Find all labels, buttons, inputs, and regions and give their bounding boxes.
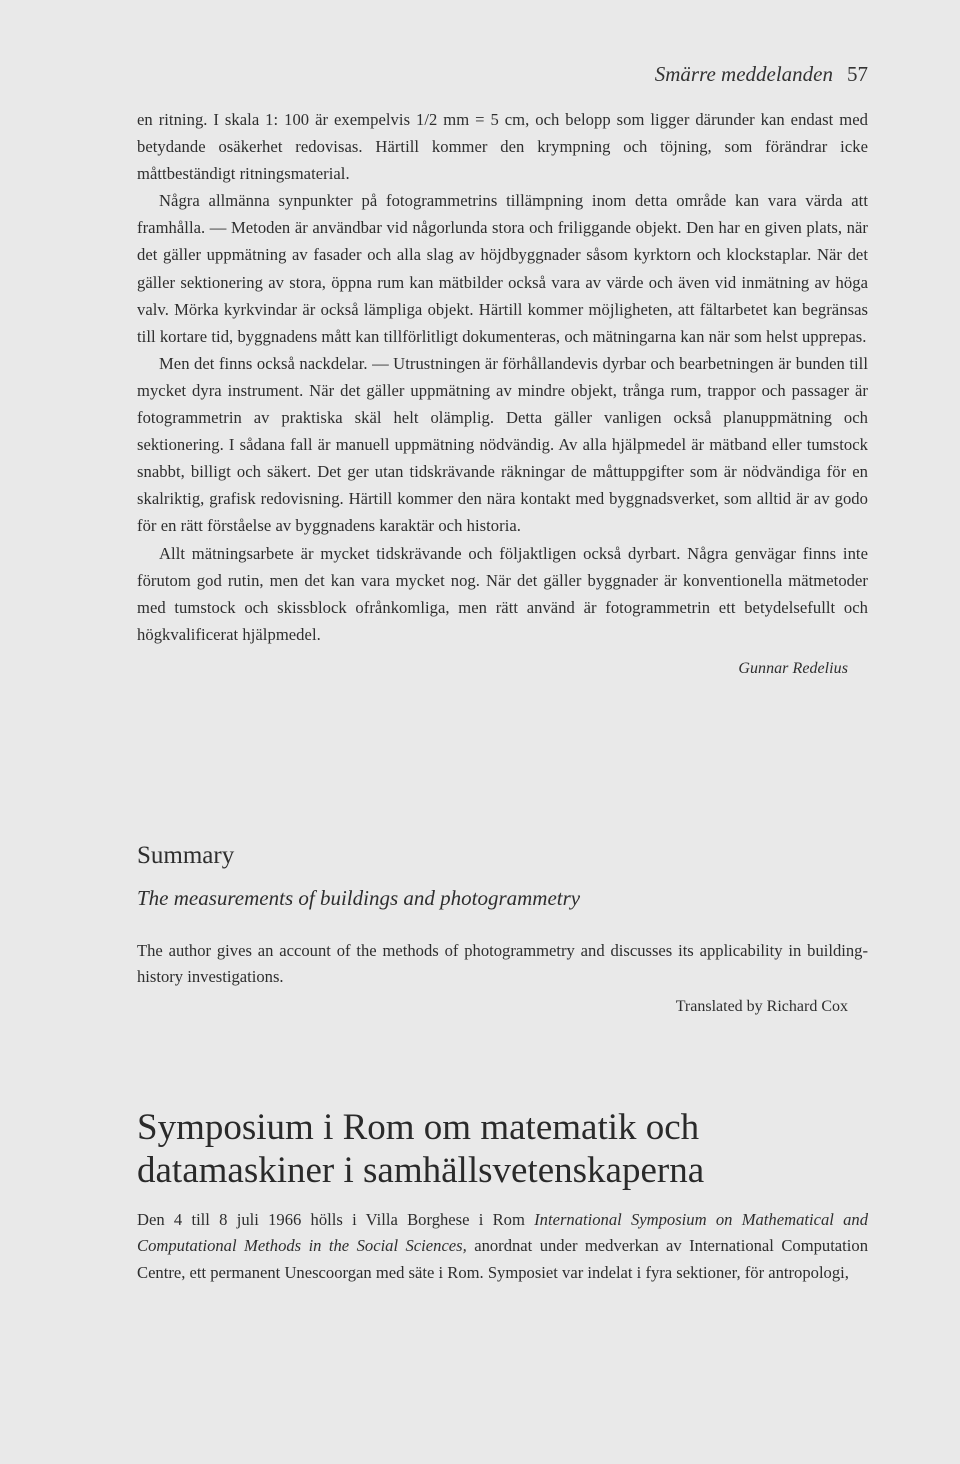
- symposium-name: International Symposium on Mathematical and Computational Methods in the Social Sciences,: [137, 1210, 869, 1256]
- summary-body: [137, 938, 868, 1024]
- symposium-body: [137, 1207, 868, 1286]
- running-head: [655, 62, 868, 87]
- summary-paragraph: The author gives an account of the methods of photogrammetry and discusses its applicability in building-history investigations.: [137, 941, 868, 986]
- symposium-text-end: anordnat under medverkan av International Computation Centre, ett permanent Unescoorgan med säte i Rom. Symposiet var indelat i fyra sektioner, för antropologi,: [137, 1236, 868, 1282]
- page-number: 57: [847, 62, 868, 86]
- paragraph-1: en ritning. I skala 1: 100 är exempelvis 1/2 mm = 5 cm, och belopp som ligger därunder kan endast med betydande osäkerhet redovisas. Härtill kommer den krympning och töjning, som förändrar icke måttbeständigt ritningsmaterial.: [137, 110, 868, 184]
- paragraph-3: Men det finns också nackdelar. — Utrustningen är förhållandevis dyrbar och bearbetningen är bunden till mycket dyra instrument. När det gäller uppmätning av mindre objekt, trånga rum, trappor och passager är fotogrammetrin av praktiska skäl helt olämplig. Detta gäller vanligen också planuppmätning och sektionering. I sådana fall är manuell uppmätning nödvändig. Av alla hjälpmedel är mätband eller tumstock snabbt, billigt och säkert. Det ger utan tidskrävande räkningar de måttuppgifter som är nödvändiga för en skalriktig, grafisk redovisning. Härtill kommer den nära kontakt med byggnadsverket, som alltid är av godo för en rätt förståelse av byggnadens karaktär och historia.: [137, 353, 868, 536]
- translator-credit: Translated by Richard Cox: [675, 998, 848, 1015]
- author-signature: Gunnar Redelius: [738, 659, 848, 677]
- symposium-text-start: Den 4 till 8 juli 1966 hölls i Villa Borghese i Rom: [137, 1210, 535, 1229]
- paragraph-2: Några allmänna synpunkter på fotogrammetrins tillämpning inom detta område kan vara värda att framhålla. — Metoden är användbar vid någorlunda stora och friliggande objekt. Den har en given plats, när det gäller uppmätning av fasader och alla slag av höjdbyggnader såsom kyrktorn och klockstaplar. När det gäller sektionering av stora, öppna rum kan mätbilder också vara av värde och även vid inmätning av höga valv. Mörka kyrkvindar är också lämpliga objekt. Härtill kommer möjligheten, att fältarbetet kan begränsas till kortare tid, byggnadens mått kan tillförlitligt dokumenteras, och mätningarna kan när som helst upprepas.: [137, 191, 868, 346]
- article-body: [137, 106, 868, 686]
- running-head-title: Smärre meddelanden: [654, 62, 833, 86]
- symposium-paragraph: [137, 1207, 868, 1286]
- symposium-title: Symposium i Rom om matematik och datamaskiner i samhällsvetenskaperna: [137, 1107, 705, 1191]
- paragraph-4: Allt mätningsarbete är mycket tidskrävande och följaktligen också dyrbart. Några genvägar finns inte förutom god rutin, men det kan vara mycket nog. När det gäller byggnader är konventionella mätmetoder med tumstock och skissblock ofrånkomliga, men rätt använd är fotogrammetrin ett betydelsefullt och högkvalificerat hjälpmedel.: [137, 543, 868, 644]
- summary-title: The measurements of buildings and photogrammetry: [137, 886, 581, 910]
- summary-heading: Summary: [137, 842, 235, 869]
